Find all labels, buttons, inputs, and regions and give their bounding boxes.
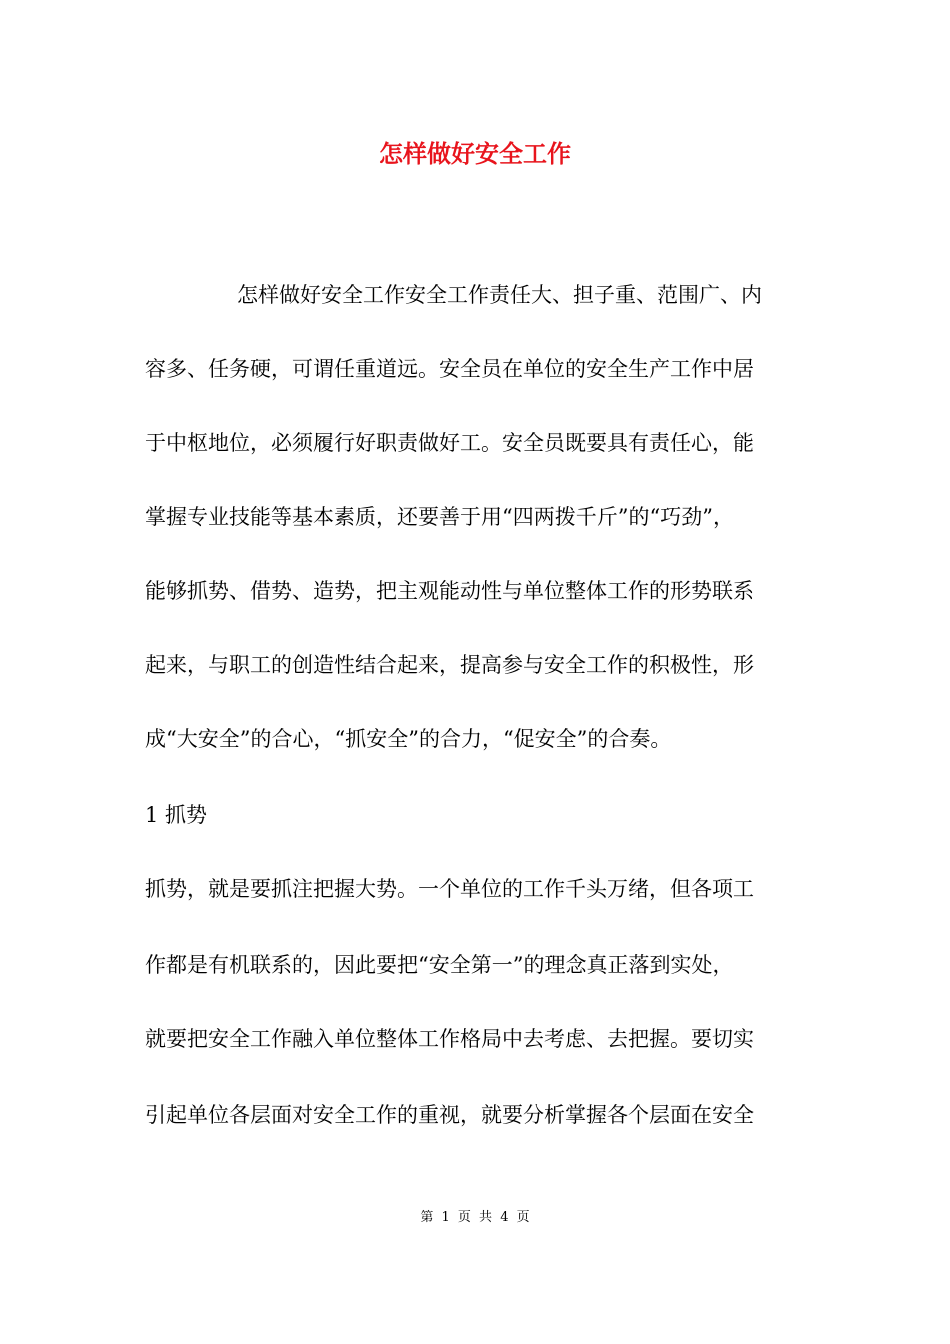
paragraph-line: 抓势，就是要抓注把握大势。一个单位的工作千头万绪，但各项工 xyxy=(145,877,754,901)
document-title: 怎样做好安全工作 xyxy=(379,139,571,168)
paragraph-line: 引起单位各层面对安全工作的重视，就要分析掌握各个层面在安全 xyxy=(145,1103,754,1127)
page-footer: 第 1 页 共 4 页 xyxy=(420,1210,530,1225)
paragraph-line: 作都是有机联系的，因此要把“安全第一”的理念真正落到实处， xyxy=(145,953,734,977)
paragraph-line: 容多、任务硬，可谓任重道远。安全员在单位的安全生产工作中居 xyxy=(145,357,754,381)
paragraph-line: 怎样做好安全工作安全工作责任大、担子重、范围广、内 xyxy=(237,283,762,307)
paragraph-line: 就要把安全工作融入单位整体工作格局中去考虑、去把握。要切实 xyxy=(145,1027,754,1051)
paragraph-line: 起来，与职工的创造性结合起来，提高参与安全工作的积极性，形 xyxy=(145,653,754,677)
paragraph-line: 成“大安全”的合心，“抓安全”的合力，“促安全”的合奏。 xyxy=(145,727,672,751)
paragraph-line: 掌握专业技能等基本素质，还要善于用“四两拨千斤”的“巧劲”， xyxy=(145,505,734,529)
paragraph-line: 于中枢地位，必须履行好职责做好工。安全员既要具有责任心，能 xyxy=(145,431,754,455)
section-heading: 1 抓势 xyxy=(145,803,208,827)
paragraph-line: 能够抓势、借势、造势，把主观能动性与单位整体工作的形势联系 xyxy=(145,579,754,603)
